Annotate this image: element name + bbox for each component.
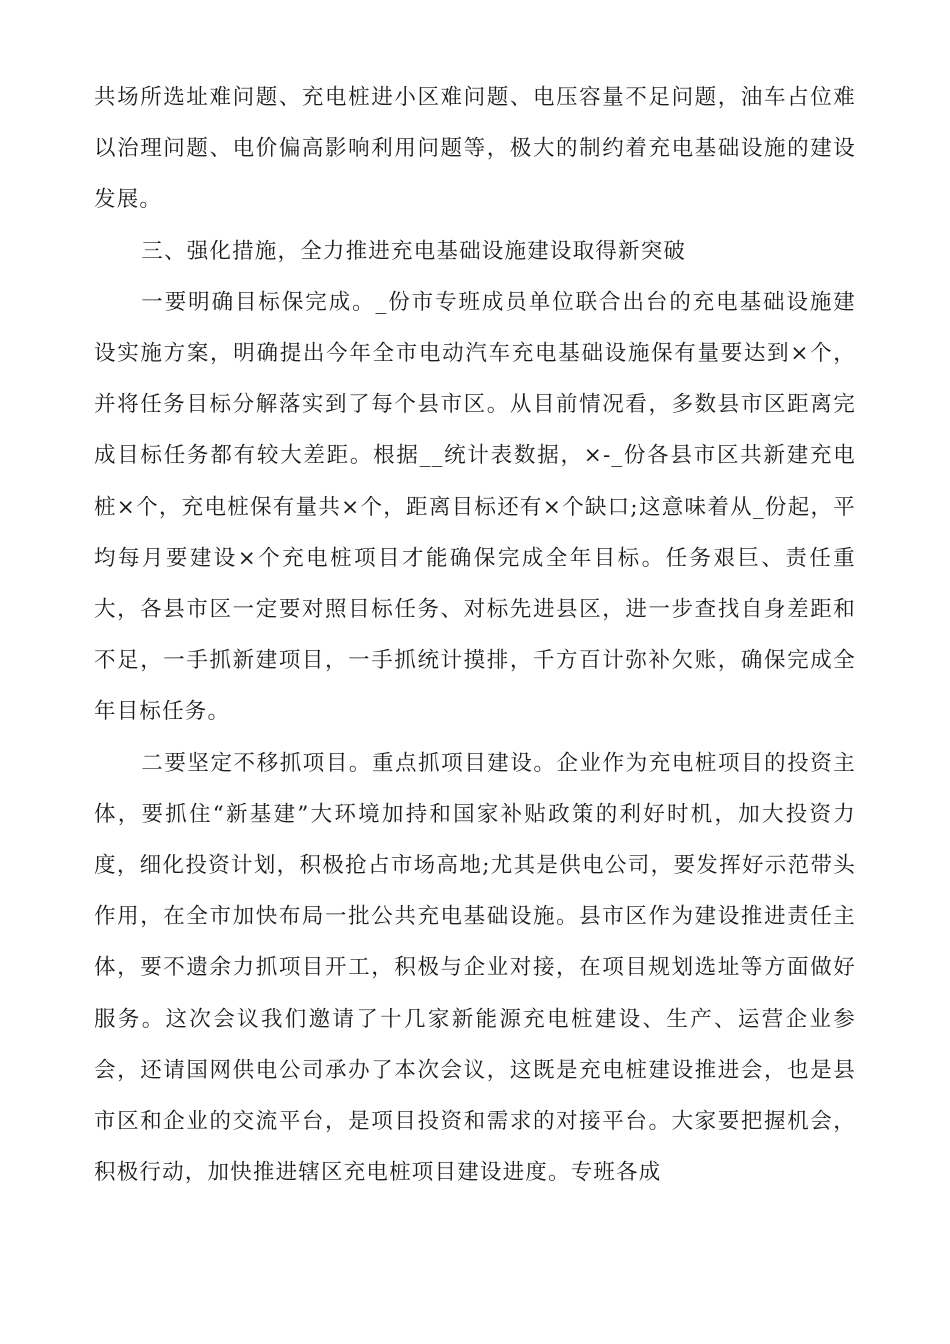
paragraph-projects: 二要坚定不移抓项目。重点抓项目建设。企业作为充电桩项目的投资主体，要抓住“新基建”大环境加持和国家补贴政策的利好时机，加大投资力度，细化投资计划，积极抢占市场高地;尤其是供电公司，要发挥好示范带头作用，在全市加快布局一批公共充电基础设施。县市区作为建设推进责任主体，要不遗余力抓项目开工，积极与企业对接，在项目规划选址等方面做好服务。这次会议我们邀请了十几家新能源充电桩建设、生产、运营企业参会，还请国网供电公司承办了本次会议，这既是充电桩建设推进会，也是县市区和企业的交流平台，是项目投资和需求的对接平台。大家要把握机会，积极行动，加快推进辖区充电桩项目建设进度。专班各成: [94, 750, 856, 1186]
section-heading: 三、强化措施，全力推进充电基础设施建设取得新突破: [141, 238, 687, 264]
paragraph-goal: 一要明确目标保完成。_份市专班成员单位联合出台的充电基础设施建设实施方案，明确提出今年全市电动汽车充电基础设施保有量要达到×个，并将任务目标分解落实到了每个县市区。从目前情况看，多数县市区距离完成目标任务都有较大差距。根据__统计表数据，×-_份各县市区共新建充电桩×个，充电桩保有量共×个，距离目标还有×个缺口;这意味着从_份起，平均每月要建设×个充电桩项目才能确保完成全年目标。任务艰巨、责任重大，各县市区一定要对照目标任务、对标先进县区，进一步查找自身差距和不足，一手抓新建项目，一手抓统计摸排，千方百计弥补欠账，确保完成全年目标任务。: [94, 289, 856, 725]
document-body: [94, 72, 856, 1198]
paragraph-continuation: 共场所选址难问题、充电桩进小区难问题、电压容量不足问题，油车占位难以治理问题、电价偏高影响利用问题等，极大的制约着充电基础设施的建设发展。: [94, 85, 856, 213]
